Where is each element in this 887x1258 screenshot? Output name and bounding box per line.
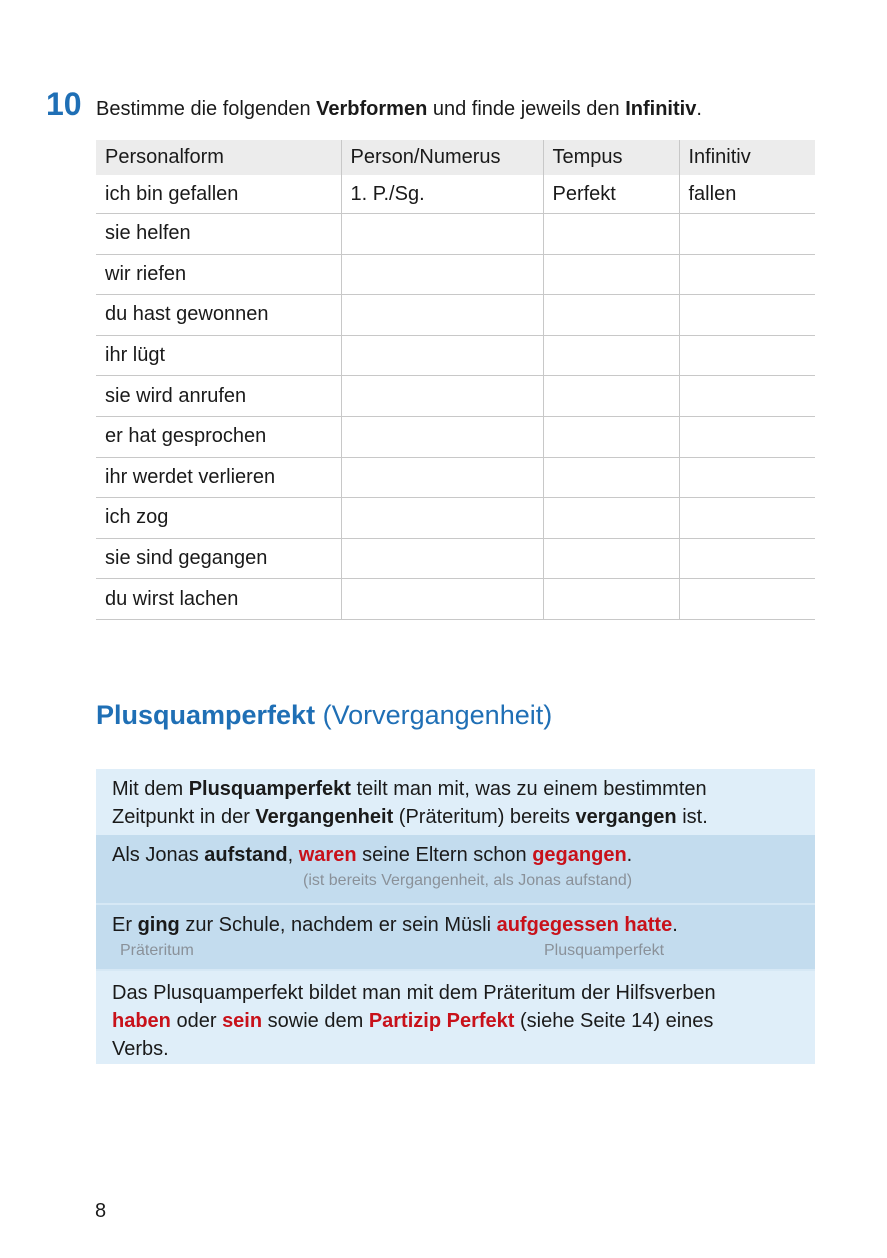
cell-tempus[interactable] [543,295,679,336]
highlight-verb: sein [222,1010,263,1032]
text: Er [112,914,138,936]
table-row [96,295,815,336]
example-2-block [96,903,815,969]
bold-verb: ging [137,914,180,936]
table-row [96,416,815,457]
highlight-verb: aufgegessen hatte [496,914,673,936]
table-row [96,498,815,539]
exercise-header [46,86,702,123]
text: Mit dem [112,778,189,800]
instruction-bold-verbformen: Verbformen [316,98,428,120]
text: teilt man mit, was zu einem bestimmten [350,778,707,800]
cell-personalform: ihr lügt [96,335,341,376]
text: (Präteritum) bereits [393,806,576,828]
highlight-term: Partizip Perfekt [368,1010,515,1032]
cell-person-numerus[interactable] [341,498,543,539]
cell-tempus[interactable] [543,376,679,417]
instruction-text: und finde jeweils den [427,98,626,120]
table-row [96,335,815,376]
cell-person-numerus[interactable] [341,335,543,376]
text: zur Schule, nachdem er sein Müsli [179,914,497,936]
cell-personalform: sie helfen [96,214,341,255]
cell-infinitiv[interactable] [679,295,815,336]
header-infinitiv: Infinitiv [679,140,815,175]
bold-term: vergangen [575,806,677,828]
example-1-block [96,835,815,903]
table-row [96,175,815,214]
header-tempus: Tempus [543,140,679,175]
cell-infinitiv[interactable] [679,376,815,417]
table-row [96,254,815,295]
label-plusquamperfekt: Plusquamperfekt [544,942,665,959]
header-personalform: Personalform [96,140,341,175]
cell-tempus[interactable] [543,498,679,539]
instruction-bold-infinitiv: Infinitiv [625,98,697,120]
bold-verb: aufstand [204,844,288,866]
cell-tempus[interactable] [543,416,679,457]
bold-term: Vergangenheit [255,806,394,828]
cell-tempus[interactable] [543,214,679,255]
bold-term: Plusquamperfekt [188,778,351,800]
cell-personalform: ich zog [96,498,341,539]
cell-tempus[interactable] [543,538,679,579]
cell-person-numerus[interactable] [341,457,543,498]
highlight-verb: waren [298,844,357,866]
cell-tempus[interactable] [543,335,679,376]
text: . [672,914,678,936]
text: (siehe Seite 14) eines [514,1010,714,1032]
exercise-number: 10 [46,86,82,122]
text: . [626,844,633,866]
cell-person-numerus: 1. P./Sg. [341,175,543,214]
text: Als Jonas [112,844,205,866]
exercise-instruction [96,98,702,121]
cell-infinitiv[interactable] [679,538,815,579]
cell-personalform: du wirst lachen [96,579,341,620]
cell-personalform: er hat gesprochen [96,416,341,457]
cell-person-numerus[interactable] [341,538,543,579]
example-1-note: (ist bereits Vergangenheit, als Jonas aufstand) [303,872,633,889]
cell-person-numerus[interactable] [341,254,543,295]
highlight-verb: haben [112,1010,171,1032]
cell-tempus[interactable] [543,579,679,620]
text: oder [170,1010,223,1032]
cell-person-numerus[interactable] [341,214,543,255]
grammar-infobox [96,769,815,1064]
table-row [96,579,815,620]
section-title-subtitle: (Vorvergangenheit) [322,700,553,730]
text: , [287,844,299,866]
definition-block [96,769,815,835]
cell-personalform: wir riefen [96,254,341,295]
cell-infinitiv[interactable] [679,214,815,255]
page-number: 8 [95,1200,107,1222]
cell-tempus[interactable] [543,254,679,295]
section-title [96,700,552,731]
table-row [96,376,815,417]
cell-personalform: sie wird anrufen [96,376,341,417]
highlight-verb: gegangen [532,844,627,866]
text: ist. [676,806,708,828]
text: Verbs. [112,1038,169,1060]
text: Das Plusquamperfekt bildet man mit dem Präteritum der Hilfsverben [112,982,716,1004]
table-header-row [96,140,815,175]
instruction-text: Bestimme die folgenden [96,98,317,120]
rule-block [96,969,815,1064]
cell-infinitiv[interactable] [679,335,815,376]
cell-person-numerus[interactable] [341,295,543,336]
table-row [96,538,815,579]
cell-personalform: ihr werdet verlieren [96,457,341,498]
cell-infinitiv[interactable] [679,416,815,457]
text: seine Eltern schon [356,844,533,866]
verb-forms-table [96,140,815,620]
cell-infinitiv[interactable] [679,498,815,539]
text: Zeitpunkt in der [112,806,256,828]
text: sowie dem [262,1010,369,1032]
cell-infinitiv[interactable] [679,457,815,498]
cell-tempus: Perfekt [543,175,679,214]
cell-personalform: sie sind gegangen [96,538,341,579]
header-person-numerus: Person/Numerus [341,140,543,175]
cell-person-numerus[interactable] [341,376,543,417]
cell-tempus[interactable] [543,457,679,498]
cell-personalform: ich bin gefallen [96,175,341,214]
cell-infinitiv[interactable] [679,254,815,295]
cell-person-numerus[interactable] [341,579,543,620]
section-title-main: Plusquamperfekt [96,700,316,730]
cell-person-numerus[interactable] [341,416,543,457]
cell-personalform: du hast gewonnen [96,295,341,336]
instruction-text: . [696,98,702,120]
cell-infinitiv[interactable] [679,579,815,620]
label-praeteritum: Präteritum [120,942,194,959]
cell-infinitiv: fallen [679,175,815,214]
table-row [96,214,815,255]
table-row [96,457,815,498]
